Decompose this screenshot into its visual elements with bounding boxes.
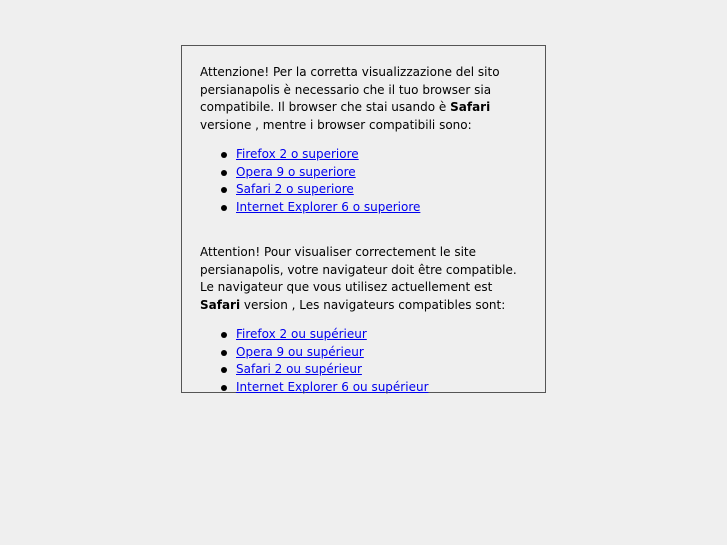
french-text-after: version , Les navigateurs compatibles sont: xyxy=(240,297,506,312)
bullet-icon xyxy=(221,187,227,193)
ie-link-fr[interactable]: Internet Explorer 6 ou supérieur xyxy=(236,379,429,394)
italian-text-before: Attenzione! Per la corretta visualizzazione del sito persianapolis è necessario che il tuo browser sia compatibile. Il browser che stai usando è xyxy=(200,65,500,114)
bullet-icon xyxy=(221,385,227,391)
french-text-before: Attention! Pour visualiser correctement le site persianapolis, votre navigateur doit être compatible. Le navigateur que vous utilisez actuellement est xyxy=(200,245,517,294)
list-item xyxy=(236,181,527,199)
list-item xyxy=(236,361,527,379)
safari-link-fr[interactable]: Safari 2 ou supérieur xyxy=(236,362,362,376)
italian-section xyxy=(200,64,527,216)
italian-browser-name: Safari xyxy=(450,100,491,114)
bullet-icon xyxy=(221,367,227,373)
italian-message xyxy=(200,64,527,134)
bullet-icon xyxy=(221,170,227,176)
firefox-link-fr[interactable]: Firefox 2 ou supérieur xyxy=(236,327,367,341)
bullet-icon xyxy=(221,332,227,338)
firefox-link-it[interactable]: Firefox 2 o superiore xyxy=(236,147,359,161)
french-browser-name: Safari xyxy=(200,297,241,312)
list-item xyxy=(236,199,527,217)
bullet-icon xyxy=(221,350,227,356)
list-item xyxy=(236,146,527,164)
list-item xyxy=(236,344,527,362)
french-browser-list xyxy=(200,326,527,396)
list-item xyxy=(236,379,527,397)
browser-compatibility-notice xyxy=(181,45,546,393)
bullet-icon xyxy=(221,205,227,211)
french-section xyxy=(200,244,527,396)
ie-link-it[interactable]: Internet Explorer 6 o superiore xyxy=(236,199,421,214)
opera-link-it[interactable]: Opera 9 o superiore xyxy=(236,164,356,179)
opera-link-fr[interactable]: Opera 9 ou supérieur xyxy=(236,344,364,359)
safari-link-it[interactable]: Safari 2 o superiore xyxy=(236,182,354,196)
list-item xyxy=(236,164,527,182)
list-item xyxy=(236,326,527,344)
italian-browser-list xyxy=(200,146,527,216)
bullet-icon xyxy=(221,152,227,158)
french-message xyxy=(200,244,527,314)
italian-text-after: versione , mentre i browser compatibili sono: xyxy=(200,117,472,132)
